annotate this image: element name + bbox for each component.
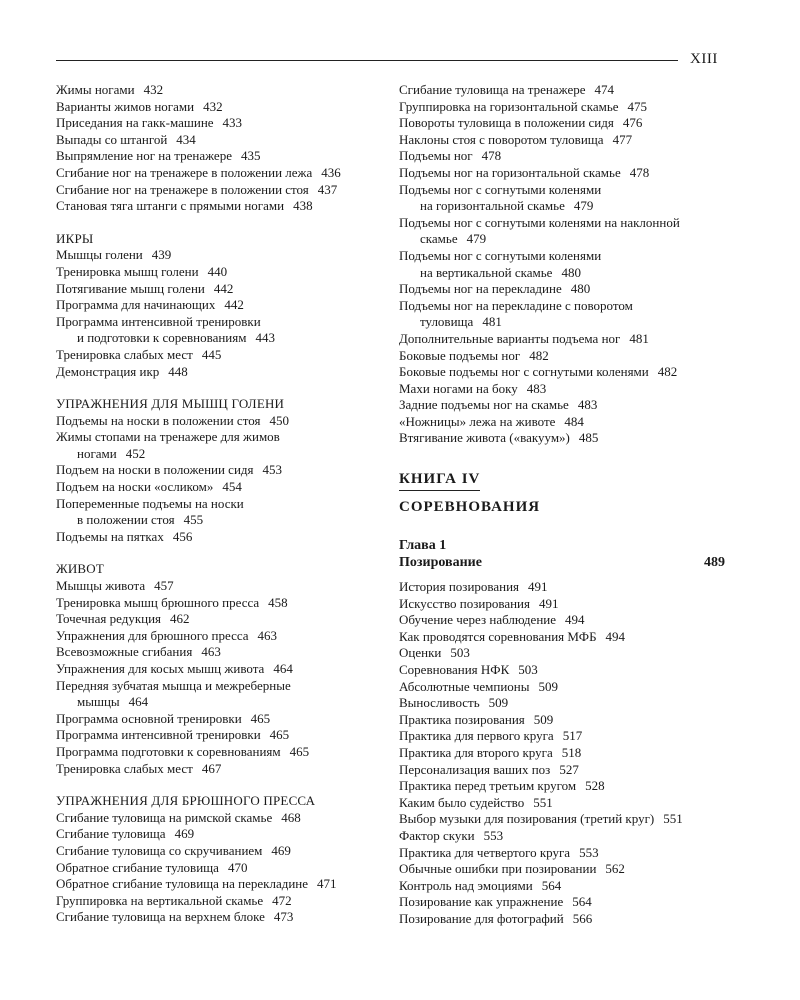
toc-entry-title: и подготовки к соревнованиям [77,330,247,346]
toc-entry-page: 435 [240,148,261,164]
toc-entry-title: История позирования [399,579,520,595]
toc-list [56,413,386,546]
toc-entry-title: Подъемы на пятках [56,528,164,544]
toc-list [399,579,725,927]
toc-entry-page: 469 [271,842,291,858]
toc-list [399,82,725,447]
toc-entry-page: 469 [174,826,195,842]
toc-entry [56,148,386,165]
toc-entry [399,645,725,662]
toc-entry-page: 455 [183,512,204,528]
toc-entry [56,99,386,116]
toc-entry-page: 458 [268,594,288,610]
toc-entry-page: 527 [559,761,579,777]
toc-entry-title: Подъемы на носки в положении стоя [56,412,261,428]
toc-entry-title: Практика позирования [399,711,525,727]
toc-list [56,810,386,926]
toc-entry [399,364,725,381]
toc-entry-page: 456 [172,528,193,544]
toc-entry-title: в положении стоя [77,512,175,528]
toc-entry [399,331,725,348]
toc-entry-page: 438 [293,198,313,214]
toc-entry-page: 491 [539,595,559,611]
toc-entry-title: Подъемы ног [399,148,473,164]
chapter-page: 489 [704,555,725,571]
toc-entry [56,364,386,381]
toc-entry [56,512,386,529]
toc-entry-page: 452 [125,445,146,461]
toc-entry [399,811,725,828]
toc-entry [56,744,386,761]
toc-entry-page: 480 [570,281,591,297]
toc-entry-title: Точечная редукция [56,611,162,627]
toc-entry [399,182,725,199]
toc-entry-title: Подъемы ног на перекладине с поворотом [399,297,633,313]
toc-entry [399,629,725,646]
toc-entry [399,165,725,182]
book-label: КНИГА IV [399,469,480,491]
toc-entry-page: 478 [481,148,502,164]
section-heading: ИКРЫ [56,230,94,246]
toc-entry-title: «Ножницы» лежа на животе [399,413,556,429]
toc-entry [399,596,725,613]
toc-entry-title: Обратное сгибание туловища [56,859,219,875]
toc-entry [56,165,386,182]
toc-entry-title: Подъем на носки в положении сидя [56,462,254,478]
toc-entry [399,314,725,331]
toc-entry-title: Программа для начинающих [56,297,216,313]
toc-entry-page: 442 [224,297,244,313]
toc-entry-title: Позирование для фотографий [399,910,564,926]
toc-list [56,578,386,777]
toc-entry-title: Практика для четвертого круга [399,844,571,860]
toc-entry-page: 432 [143,82,164,97]
book-name: СОРЕВНОВАНИЯ [399,499,541,516]
toc-entry-title: Втягивание живота («вакуум») [399,430,570,446]
page-number: XIII [690,51,718,67]
toc-entry [399,745,725,762]
toc-entry-title: Демонстрация икр [56,363,160,379]
toc-entry [56,132,386,149]
toc-entry-title: Обратное сгибание туловища на перекладине [56,876,309,892]
toc-entry [56,661,386,678]
toc-entry [399,712,725,729]
toc-entry-page: 517 [562,728,583,744]
toc-entry [56,529,386,546]
toc-entry [56,893,386,910]
toc-entry-title: Задние подъемы ног на скамье [399,397,569,413]
toc-entry-page: 483 [526,380,547,396]
toc-entry-title: Подъемы ног на перекладине [399,281,562,297]
toc-entry-title: Варианты жимов ногами [56,98,195,114]
toc-entry-page: 484 [564,413,584,429]
toc-entry [56,297,386,314]
toc-entry-title: Приседания на гакк-машине [56,115,214,131]
toc-entry [399,679,725,696]
toc-entry [56,462,386,479]
toc-entry-title: Выпады со штангой [56,131,168,147]
toc-entry-title: мышцы [77,694,120,710]
toc-entry-title: Потягивание мышц голени [56,280,205,296]
toc-entry [56,330,386,347]
toc-entry [399,894,725,911]
chapter-title [399,554,725,571]
toc-entry-title: Как проводятся соревнования МФБ [399,628,597,644]
toc-entry-page: 483 [577,397,598,413]
toc-entry [56,496,386,513]
toc-entry-title: Искусство позирования [399,595,530,611]
toc-entry-title: Сгибание туловища на тренажере [399,82,586,97]
toc-entry-title: Попеременные подъемы на носки [56,495,244,511]
toc-entry-page: 457 [154,578,174,594]
toc-entry-title: Упражнения для косых мышц живота [56,661,265,676]
toc-entry-page: 503 [450,645,470,661]
toc-entry-title: Подъемы ног с согнутыми коленями на наклонной [399,214,680,230]
toc-entry-title: Мышцы голени [56,247,143,263]
toc-entry-title: Упражнения для брюшного пресса [56,627,249,643]
toc-entry-page: 467 [201,760,222,776]
toc-entry [399,265,725,282]
toc-entry-page: 564 [572,894,592,910]
toc-entry [56,727,386,744]
toc-entry-page: 479 [573,198,594,214]
toc-entry [399,248,725,265]
toc-entry [399,348,725,365]
header-rule [56,60,678,61]
toc-entry-title: Контроль над эмоциями [399,877,533,893]
toc-entry-title: Практика перед третьим кругом [399,778,577,794]
toc-entry-page: 494 [565,612,585,628]
toc-entry-title: Персонализация ваших поз [399,761,551,777]
toc-entry-page: 551 [663,811,683,827]
toc-entry [399,414,725,431]
toc-entry [56,264,386,281]
toc-entry-title: ногами [77,445,117,461]
toc-entry-title: Программа подготовки к соревнованиям [56,743,281,759]
toc-entry [56,628,386,645]
section-heading: УПРАЖНЕНИЯ ДЛЯ БРЮШНОГО ПРЕССА [56,793,316,809]
toc-entry-title: Абсолютные чемпионы [399,678,530,694]
toc-entry-title: Выбор музыки для позирования (третий круг) [399,811,655,827]
toc-entry [56,182,386,199]
toc-entry-title: Сгибание ног на тренажере в положении лежа [56,164,313,180]
toc-entry [399,695,725,712]
toc-entry [399,397,725,414]
toc-entry [399,728,725,745]
toc-entry-title: Подъемы ног с согнутыми коленями [399,181,602,197]
toc-entry-page: 465 [289,743,310,759]
toc-entry-title: Каким было судейство [399,794,525,810]
toc-entry-page: 437 [317,181,338,197]
toc-entry-page: 474 [594,82,614,97]
toc-entry-page: 475 [627,98,648,114]
toc-entry-page: 453 [262,462,283,478]
toc-entry-page: 553 [579,844,599,860]
toc-entry [399,231,725,248]
toc-entry-title: Сгибание ног на тренажере в положении стоя [56,181,309,197]
toc-entry-page: 528 [585,778,605,794]
toc-entry-title: на горизонтальной скамье [420,198,565,214]
toc-left-column [56,82,386,926]
toc-entry-title: Соревнования НФК [399,662,510,678]
toc-entry-page: 433 [222,115,243,131]
toc-entry-title: Подъемы ног на горизонтальной скамье [399,164,621,180]
toc-entry-title: Обычные ошибки при позировании [399,861,597,877]
toc-entry-page: 551 [533,794,553,810]
toc-entry [56,314,386,331]
toc-entry-title: Оценки [399,645,442,661]
toc-entry [399,198,725,215]
toc-entry-page: 463 [201,644,221,660]
toc-entry [399,281,725,298]
toc-entry-page: 478 [629,164,650,180]
toc-entry-page: 465 [250,710,271,726]
toc-entry-page: 509 [533,711,554,727]
toc-entry [56,810,386,827]
toc-entry-page: 448 [168,363,188,379]
toc-entry-page: 450 [269,412,289,428]
toc-entry-title: Выносливость [399,695,480,711]
toc-entry [399,132,725,149]
toc-right-column [399,82,725,928]
toc-entry-page: 477 [612,131,633,147]
toc-entry [56,909,386,926]
toc-entry-page: 485 [578,430,599,446]
toc-entry-title: Боковые подъемы ног с согнутыми коленями [399,364,649,380]
toc-entry-page: 464 [128,694,149,710]
toc-entry-page: 494 [605,628,626,644]
toc-entry [56,578,386,595]
toc-entry-page: 509 [538,678,559,694]
toc-entry [56,761,386,778]
toc-entry-page: 471 [317,876,337,892]
toc-entry-title: Подъемы ног с согнутыми коленями [399,247,602,263]
toc-entry-page: 482 [529,347,549,363]
toc-entry-title: Наклоны стоя с поворотом туловища [399,131,604,147]
toc-entry [399,215,725,232]
toc-entry-title: Всевозможные сгибания [56,644,193,660]
chapter-label: Глава 1 [399,538,447,554]
toc-entry [56,678,386,695]
toc-entry [56,82,386,99]
toc-entry-page: 463 [257,627,278,643]
toc-entry-page: 476 [622,115,643,131]
toc-entry-title: Выпрямление ног на тренажере [56,148,232,164]
toc-entry-title: Жимы ногами [56,82,135,97]
toc-entry [399,381,725,398]
toc-entry-page: 443 [255,330,275,346]
toc-entry [399,298,725,315]
toc-entry-page: 454 [222,479,242,495]
toc-entry-page: 481 [629,330,649,346]
toc-entry-page: 562 [605,861,625,877]
toc-entry [399,99,725,116]
toc-entry [56,198,386,215]
toc-entry-title: Практика для второго круга [399,745,553,760]
chapter-name: Позирование [399,555,482,571]
toc-entry-title: Сгибание туловища на римской скамье [56,809,273,825]
toc-entry [56,479,386,496]
toc-entry-title: Программа интенсивной тренировки [56,727,261,743]
toc-entry [56,595,386,612]
toc-entry-page: 482 [657,364,678,380]
toc-entry [399,612,725,629]
toc-entry-title: Жимы стопами на тренажере для жимов [56,429,280,445]
toc-entry-page: 491 [528,579,548,595]
toc-entry-page: 432 [203,98,223,114]
toc-entry-title: Повороты туловища в положении сидя [399,115,614,131]
toc-entry-title: Фактор скуки [399,827,475,843]
toc-entry [56,711,386,728]
toc-entry-page: 472 [272,892,292,908]
toc-entry-title: Программа основной тренировки [56,710,242,726]
toc-entry-page: 518 [561,745,582,760]
toc-entry [56,281,386,298]
section-heading: УПРАЖНЕНИЯ ДЛЯ МЫШЦ ГОЛЕНИ [56,396,285,412]
toc-entry-title: Тренировка мышц брюшного пресса [56,594,260,610]
toc-entry-title: Сгибание туловища [56,826,166,842]
toc-entry-page: 442 [213,280,234,296]
toc-entry-page: 464 [273,661,293,676]
section-heading: ЖИВОТ [56,561,105,577]
toc-entry-page: 465 [269,727,290,743]
toc-entry-page: 440 [207,263,228,279]
toc-entry-page: 553 [483,827,504,843]
toc-entry [56,644,386,661]
toc-entry [399,795,725,812]
toc-entry-title: Позирование как упражнение [399,894,564,910]
toc-entry-title: скамье [420,231,458,247]
toc-entry-page: 503 [518,662,538,678]
toc-entry [56,446,386,463]
toc-list [56,82,386,215]
toc-entry-title: на вертикальной скамье [420,264,553,280]
toc-entry-page: 564 [541,877,562,893]
toc-entry-title: Группировка на вертикальной скамье [56,892,264,908]
toc-list [56,247,386,380]
toc-entry [399,148,725,165]
toc-entry-title: Передняя зубчатая мышца и межреберные [56,677,291,693]
toc-entry-title: Дополнительные варианты подъема ног [399,330,621,346]
toc-entry [399,762,725,779]
toc-entry-page: 445 [201,346,222,362]
toc-entry [399,878,725,895]
toc-entry [399,778,725,795]
toc-entry [56,694,386,711]
toc-entry-title: Тренировка слабых мест [56,760,193,776]
toc-entry-title: Махи ногами на боку [399,380,518,396]
toc-entry [56,347,386,364]
toc-entry [399,82,725,99]
toc-entry-page: 480 [561,264,581,280]
toc-entry-page: 434 [176,131,196,147]
toc-entry [56,247,386,264]
toc-entry-title: Группировка на горизонтальной скамье [399,98,619,114]
toc-entry-title: Программа интенсивной тренировки [56,313,261,329]
toc-entry-page: 439 [151,247,172,263]
toc-entry-page: 462 [170,611,190,627]
toc-entry [399,115,725,132]
toc-entry-page: 473 [273,909,294,925]
toc-entry [399,845,725,862]
toc-entry [56,429,386,446]
toc-entry-title: Обучение через наблюдение [399,612,556,628]
toc-entry [56,826,386,843]
toc-entry-page: 436 [321,164,341,180]
toc-entry-title: Тренировка мышц голени [56,263,199,279]
toc-entry [56,413,386,430]
toc-entry [399,662,725,679]
toc-entry [399,579,725,596]
toc-entry-title: Мышцы живота [56,578,146,594]
toc-entry-title: Практика для первого круга [399,728,554,744]
toc-entry-page: 479 [466,231,487,247]
toc-entry-page: 566 [572,910,593,926]
toc-entry-page: 468 [281,809,301,825]
toc-entry-title: Боковые подъемы ног [399,347,521,363]
toc-entry-title: Сгибание туловища со скручиванием [56,842,263,858]
toc-entry [56,860,386,877]
toc-entry [56,115,386,132]
toc-entry-page: 470 [227,859,248,875]
toc-entry [399,911,725,928]
toc-entry [399,828,725,845]
toc-entry-title: Сгибание туловища на верхнем блоке [56,909,265,925]
toc-entry [56,843,386,860]
toc-entry [399,861,725,878]
toc-entry-title: Подъем на носки «осликом» [56,479,214,495]
toc-entry-title: Тренировка слабых мест [56,346,193,362]
toc-entry-page: 509 [488,695,509,711]
toc-entry-page: 481 [482,314,502,330]
toc-entry [399,430,725,447]
toc-entry-title: Становая тяга штанги с прямыми ногами [56,198,285,214]
toc-entry [56,611,386,628]
toc-entry-title: туловища [420,314,474,330]
toc-entry [56,876,386,893]
